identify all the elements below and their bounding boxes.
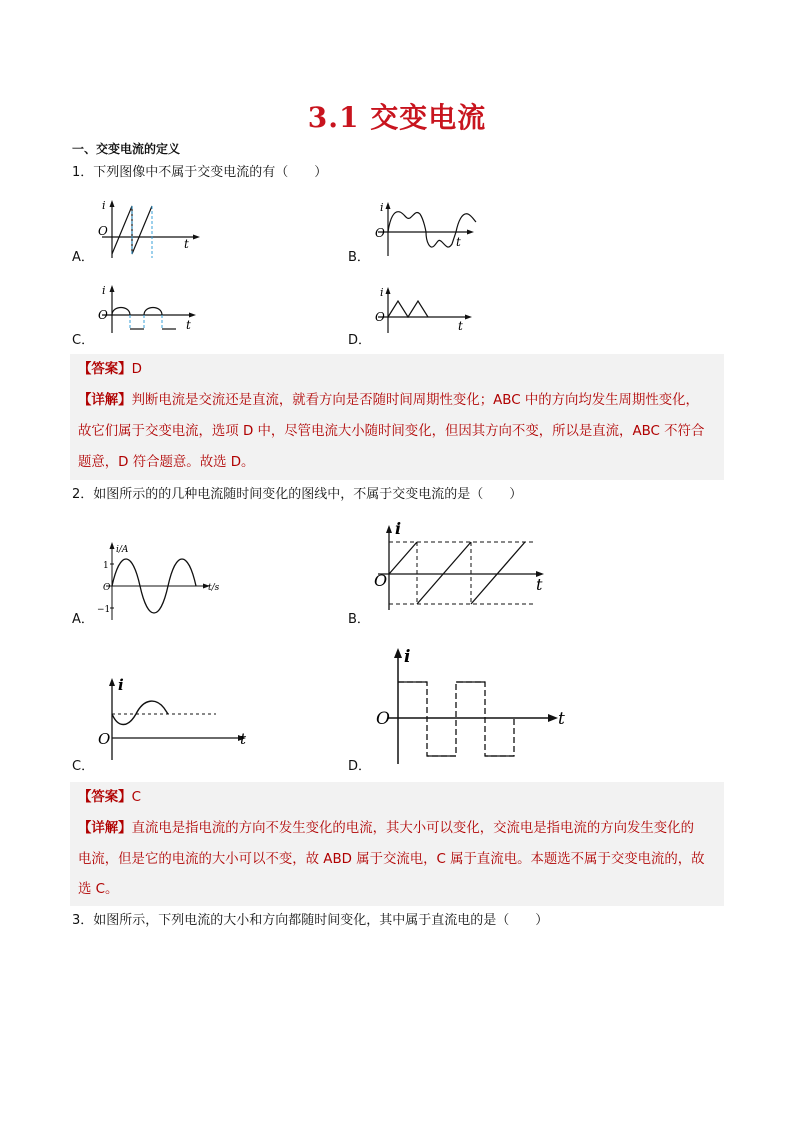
origin-label: O: [98, 224, 108, 238]
origin-label: O: [103, 583, 111, 593]
q1-option-b: B．: [348, 250, 370, 265]
page-title: 3.1 交变电流: [307, 101, 487, 134]
axis-label-t: t: [558, 709, 565, 729]
tick-minus-one: −1: [97, 605, 111, 615]
detail-tag: 【详解】: [78, 393, 132, 408]
q2-detail-line-1: [78, 819, 718, 839]
answer-tag: 【答案】: [78, 790, 132, 805]
axis-label-i: i: [380, 286, 384, 299]
origin-label: O: [374, 571, 388, 590]
q2-detail-line-3: 选 C。: [78, 882, 119, 897]
axis-label-i: i: [118, 676, 124, 694]
q1-graph-d: [372, 283, 482, 335]
axis-label-t: t: [184, 237, 189, 251]
origin-label: O: [98, 730, 111, 748]
q1-answer-line: [78, 360, 718, 380]
axis-label-t: t: [186, 318, 191, 332]
q2-graph-b: [370, 522, 550, 612]
q2-option-a: A．: [72, 612, 94, 627]
q2-graph-a: [92, 540, 232, 620]
section-heading: 一、交变电流的定义: [72, 142, 181, 156]
q2-option-d: D．: [348, 759, 372, 774]
q2-graph-d: [374, 644, 574, 766]
axis-unit-i: i/A: [116, 545, 129, 555]
q2-option-b: B．: [348, 612, 370, 627]
q2-graph-c: [96, 674, 256, 762]
q1-option-a: A．: [72, 250, 94, 265]
q2-answer-block: [70, 782, 724, 906]
q1-graph-b: [372, 198, 482, 258]
origin-label: O: [375, 226, 385, 240]
axis-label-i: i: [395, 522, 402, 538]
detail-tag: 【详解】: [78, 821, 132, 836]
q1-detail-line-1: [78, 391, 718, 411]
answer-value: C: [131, 790, 141, 805]
q1-option-c: C．: [72, 333, 95, 348]
detail-text: 直流电是指电流的方向不发生变化的电流，其大小可以变化，交流电是指电流的方向发生变化的: [131, 821, 694, 836]
axis-label-t: t: [458, 319, 463, 333]
axis-label-i: i: [102, 199, 106, 212]
origin-label: O: [98, 308, 108, 322]
q2-detail-line-2: 电流，但是它的电流的大小可以不变，故 ABD 属于交流电，C 属于直流电。本题选不属于交变电流的，故: [78, 852, 705, 867]
detail-text: 判断电流是交流还是直流，就看方向是否随时间周期性变化；ABC 中的方向均发生周期性变化，: [131, 393, 699, 408]
q1-answer-block: [70, 354, 724, 480]
tick-plus-one: 1: [103, 561, 109, 571]
origin-label: O: [376, 709, 390, 729]
q1-graph-c: [96, 281, 206, 335]
question-3-stem: 3．如图所示，下列电流的大小和方向都随时间变化，其中属于直流电的是（ ）: [72, 913, 549, 928]
axis-label-i: i: [380, 201, 384, 214]
q2-option-c: C．: [72, 759, 95, 774]
axis-unit-t: t/s: [208, 583, 220, 593]
axis-label-t: t: [536, 575, 543, 594]
origin-label: O: [375, 310, 385, 324]
answer-value: D: [131, 362, 142, 377]
question-1-stem: 1．下列图像中不属于交变电流的有（ ）: [72, 165, 328, 180]
axis-label-t: t: [240, 730, 247, 748]
q1-option-d: D．: [348, 333, 372, 348]
answer-tag: 【答案】: [78, 362, 132, 377]
q1-detail-line-2: 故它们属于交变电流，选项 D 中，尽管电流大小随时间变化，但因其方向不变，所以是直流，ABC 不符合: [78, 424, 705, 439]
axis-label-t: t: [456, 235, 461, 249]
q1-graph-a: [96, 196, 206, 262]
q2-answer-line: [78, 788, 718, 808]
question-2-stem: 2．如图所示的的几种电流随时间变化的图线中，不属于交变电流的是（ ）: [72, 487, 523, 502]
axis-label-i: i: [102, 284, 106, 297]
q1-detail-line-3: 题意，D 符合题意。故选 D。: [78, 455, 255, 470]
axis-label-i: i: [404, 647, 411, 667]
